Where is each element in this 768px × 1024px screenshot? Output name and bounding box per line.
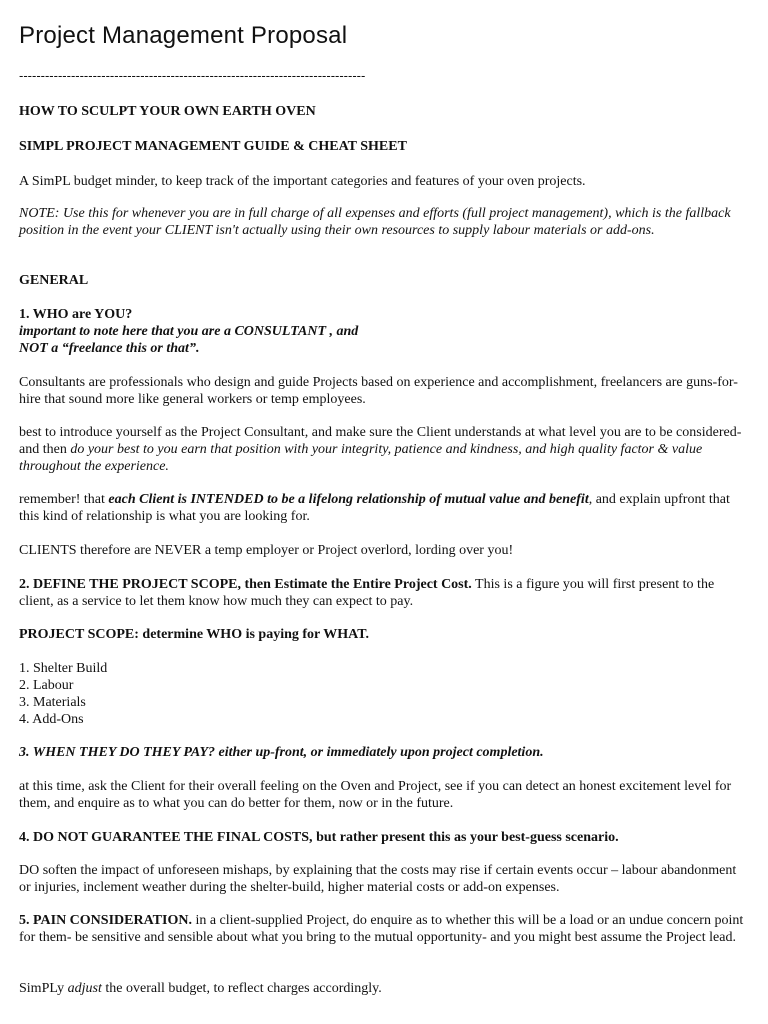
section-1-sub-2: NOT a “freelance this or that”. <box>19 341 200 356</box>
section-4-heading: 4. DO NOT GUARANTEE THE FINAL COSTS, <box>19 830 313 845</box>
heading-earth-oven: HOW TO SCULPT YOUR OWN EARTH OVEN <box>19 104 316 119</box>
section-1-sub-1: important to note here that you are a CONSULTANT , and <box>19 324 359 339</box>
simply-italic: adjust <box>67 981 102 996</box>
simply-plain-2: the overall budget, to reflect charges accordingly. <box>101 981 382 996</box>
list-item: 3. Materials <box>19 695 86 710</box>
simply-plain-1: SimPLy <box>19 981 68 996</box>
page-title: Project Management Proposal <box>19 22 348 49</box>
scope-list <box>19 660 107 728</box>
remember-plain-1: remember! that <box>19 492 109 507</box>
section-5-heading: 5. PAIN CONSIDERATION. <box>19 913 192 928</box>
dashed-divider: -------------------------------------------------------------------------------- <box>19 68 366 83</box>
introduce-paragraph <box>19 424 749 475</box>
introduce-plain-text: best to introduce yourself as the Project Consultant, and make sure the Client understands at what level you are to be considered- and then <box>19 425 742 457</box>
section-2-paragraph <box>19 576 749 610</box>
section-2-heading: 2. DEFINE THE PROJECT SCOPE, then Estimate the Entire Project Cost. <box>19 577 472 592</box>
remember-paragraph <box>19 491 749 525</box>
section-3-heading: 3. WHEN THEY DO THEY PAY? either up-front, or immediately upon project completion. <box>19 745 544 760</box>
section-1-heading: 1. WHO are YOU? <box>19 307 133 322</box>
list-item: 4. Add-Ons <box>19 712 84 727</box>
scope-heading: PROJECT SCOPE: determine WHO is paying for WHAT. <box>19 627 370 642</box>
list-item: 1. Shelter Build <box>19 661 108 676</box>
simply-paragraph <box>19 980 749 997</box>
section-4-paragraph <box>19 829 749 846</box>
section-5-text: in a client-supplied Project, do enquire as to whether this will be a load or an undue concern point for them- be sensitive and sensible about what you bring to the mutual opportunity- and you might best assume the Project lead. <box>19 913 744 945</box>
remember-bold-text: each Client is INTENDED to be a lifelong relationship of mutual value and benefit <box>108 492 589 507</box>
section-2-text: This is a figure you will first present to the client, as a service to let them know how much they can expect to pay. <box>19 577 715 609</box>
soften-paragraph: DO soften the impact of unforeseen mishaps, by explaining that the costs may rise if certain events occur – labour abandonment or injuries, inclement weather during the shelter-build, higher material costs or add-on expenses. <box>19 863 737 895</box>
note-paragraph: NOTE: Use this for whenever you are in full charge of all expenses and efforts (full project management), which is the fallback position in the event your CLIENT isn't actually using their own resources to supply labour materials or add-ons. <box>19 206 731 238</box>
introduce-italic-text: do your best to you earn that position with your integrity, patience and kindness, and high quality factor & value throughout the experience. <box>19 442 703 474</box>
clients-paragraph: CLIENTS therefore are NEVER a temp employer or Project overlord, lording over you! <box>19 543 514 558</box>
section-4-rest: but rather present this as your best-guess scenario. <box>312 830 619 845</box>
at-this-time-paragraph: at this time, ask the Client for their overall feeling on the Oven and Project, see if you can detect an honest excitement level for them, and enquire as to what you can do better for them, now or in the future. <box>19 779 732 811</box>
intro-paragraph: A SimPL budget minder, to keep track of the important categories and features of your oven projects. <box>19 174 586 189</box>
section-general: GENERAL <box>19 273 89 288</box>
section-5-paragraph <box>19 912 749 946</box>
heading-guide: SIMPL PROJECT MANAGEMENT GUIDE & CHEAT SHEET <box>19 139 407 154</box>
consultants-paragraph: Consultants are professionals who design and guide Projects based on experience and accomplishment, freelancers are guns-for-hire that sound more like general workers or temp employees. <box>19 375 738 407</box>
list-item: 2. Labour <box>19 678 74 693</box>
remember-plain-2: , and explain upfront that this kind of relationship is what you are looking for. <box>19 492 730 524</box>
